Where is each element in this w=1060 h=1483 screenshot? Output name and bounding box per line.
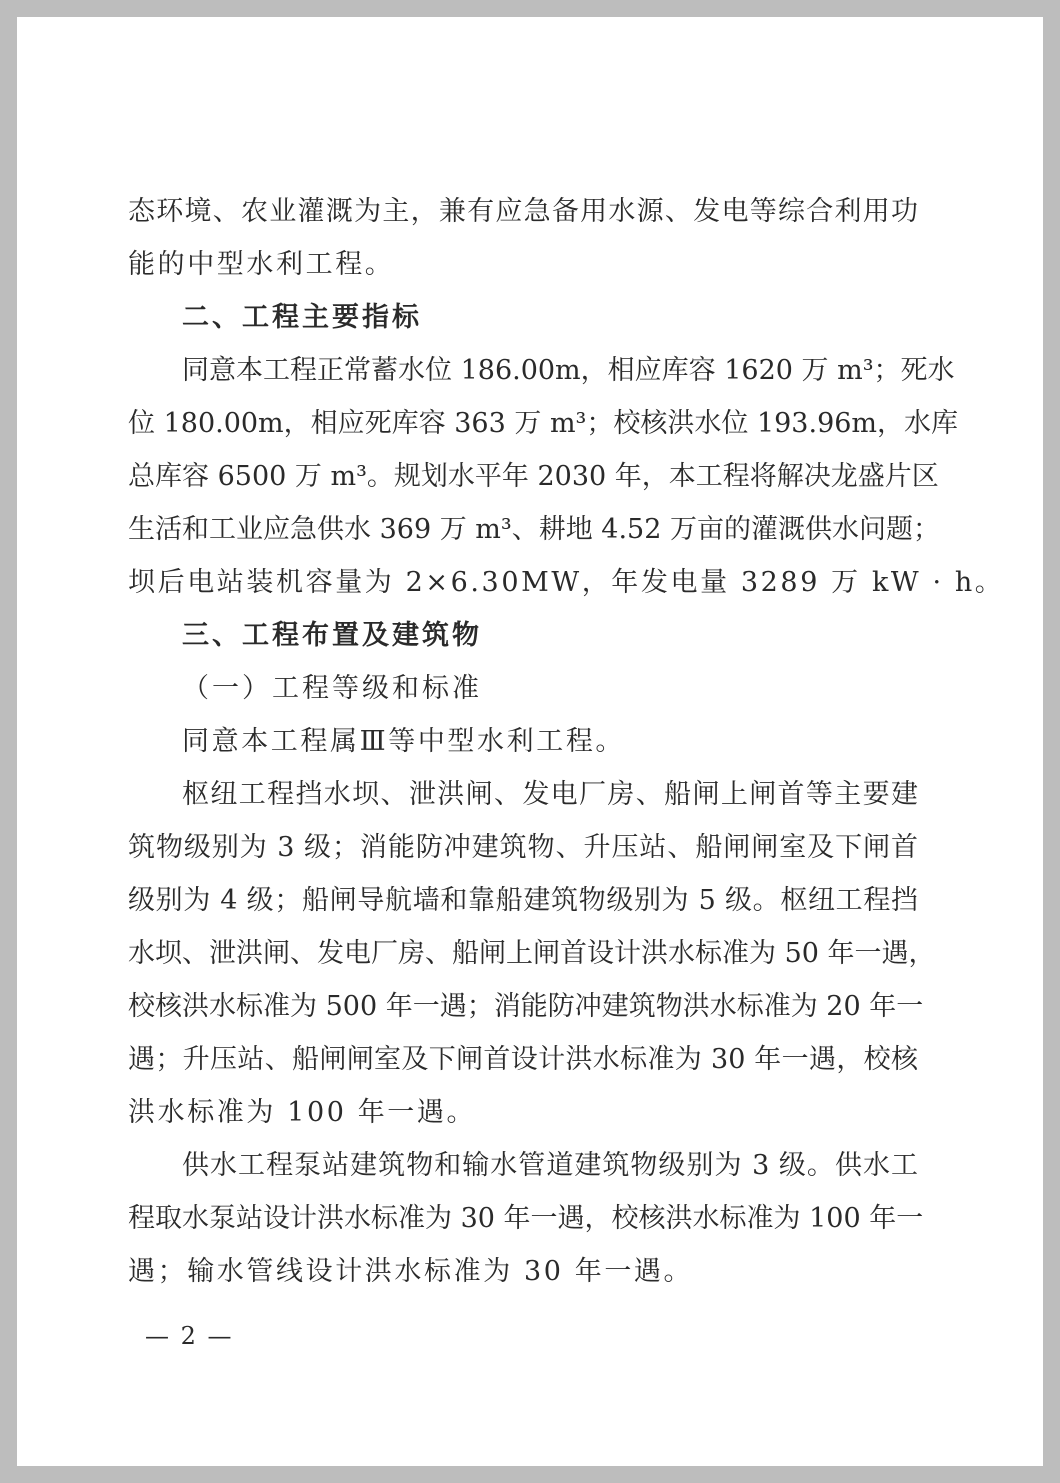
paragraph-line: 水坝、泄洪闸、发电厂房、船闸上闸首设计洪水标准为 50 年一遇， bbox=[128, 938, 936, 969]
paragraph-line: 坝后电站装机容量为 2×6.30MW，年发电量 3289 万 kW · h。 bbox=[128, 567, 1005, 598]
paragraph-line: 态环境、农业灌溉为主，兼有应急备用水源、发电等综合利用功 bbox=[128, 196, 918, 227]
paragraph-line: 供水工程泵站建筑物和输水管道建筑物级别为 3 级。供水工 bbox=[182, 1150, 918, 1181]
section-heading: 二、工程主要指标 bbox=[182, 302, 422, 333]
paragraph-line: 校核洪水标准为 500 年一遇；消能防冲建筑物洪水标准为 20 年一 bbox=[128, 991, 924, 1022]
paragraph-line: 同意本工程属Ⅲ等中型水利工程。 bbox=[182, 726, 626, 757]
paragraph-line: 程取水泵站设计洪水标准为 30 年一遇，校核洪水标准为 100 年一 bbox=[128, 1203, 924, 1234]
page-number: — 2 — bbox=[145, 1322, 234, 1350]
subsection-heading: （一）工程等级和标准 bbox=[182, 673, 482, 704]
paragraph-line: 洪水标准为 100 年一遇。 bbox=[128, 1097, 477, 1128]
paragraph-line: 位 180.00m，相应死库容 363 万 m³；校核洪水位 193.96m，水库 bbox=[128, 408, 959, 439]
paragraph-line: 级别为 4 级；船闸导航墙和靠船建筑物级别为 5 级。枢纽工程挡 bbox=[128, 885, 918, 916]
paragraph-line: 同意本工程正常蓄水位 186.00m，相应库容 1620 万 m³；死水 bbox=[182, 355, 955, 386]
section-heading: 三、工程布置及建筑物 bbox=[182, 620, 482, 651]
paragraph-line: 筑物级别为 3 级；消能防冲建筑物、升压站、船闸闸室及下闸首 bbox=[128, 832, 918, 863]
document-body bbox=[128, 185, 1005, 1298]
paragraph-line: 遇；升压站、船闸闸室及下闸首设计洪水标准为 30 年一遇，校核 bbox=[128, 1044, 918, 1075]
paragraph-line: 能的中型水利工程。 bbox=[128, 249, 395, 280]
paragraph-line: 枢纽工程挡水坝、泄洪闸、发电厂房、船闸上闸首等主要建 bbox=[182, 779, 918, 810]
paragraph-line: 总库容 6500 万 m³。规划水平年 2030 年，本工程将解决龙盛片区 bbox=[128, 461, 939, 492]
paragraph-line: 生活和工业应急供水 369 万 m³、耕地 4.52 万亩的灌溉供水问题； bbox=[128, 514, 940, 545]
paragraph-line: 遇；输水管线设计洪水标准为 30 年一遇。 bbox=[128, 1256, 694, 1287]
